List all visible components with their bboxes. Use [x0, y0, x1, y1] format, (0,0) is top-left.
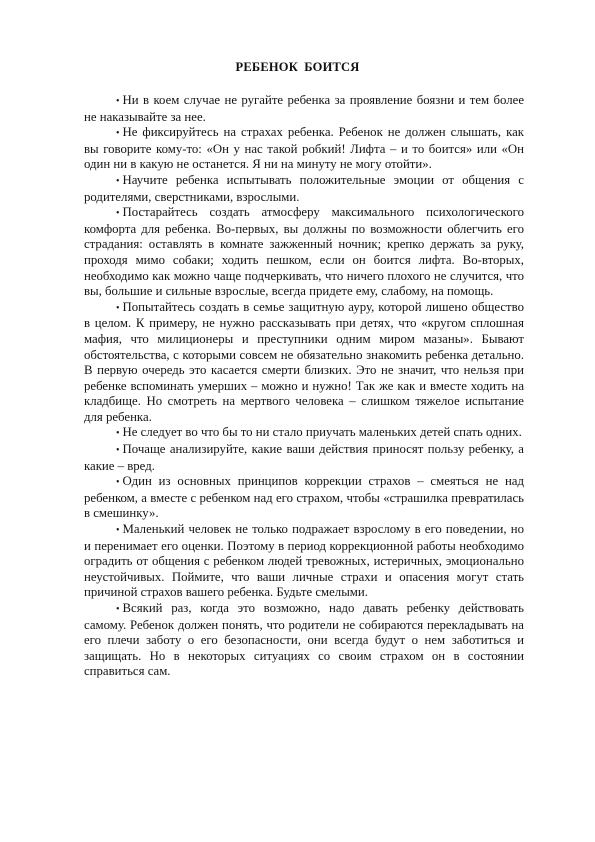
paragraph-text: Почаще анализируйте, какие ваши действия приносят пользу ребенку, а какие – вред. — [84, 442, 524, 473]
bullet-icon: • — [116, 208, 120, 220]
paragraph-text: Научите ребенка испытывать положительные эмоции от общения с родителями, сверстниками, взрослыми. — [84, 172, 524, 204]
bullet-icon: • — [116, 428, 120, 440]
paragraph — [84, 93, 524, 125]
bullet-icon: • — [116, 604, 120, 615]
paragraph-text: Постарайтесь создать атмосферу максимального психологического комфорта для ребенка. Во-первых, вы должны по возможности облегчить его страдания: оставлять в комнате зажженный ночник; крепко держать за руку, проходя мимо собаки; ходить пешком, если он боится лифта. Во-вторых, необходимо как можно чаще подчеркивать, что ничего плохого не случится, что вы, большие и сильные взрослые, всегда придете ему, слабому, на помощь. — [84, 205, 524, 299]
bullet-icon: • — [116, 525, 120, 537]
bullet-icon: • — [116, 302, 120, 314]
paragraph — [84, 425, 524, 442]
paragraph — [84, 205, 524, 300]
paragraph — [84, 442, 524, 474]
paragraph — [84, 601, 524, 680]
paragraph-text: Попытайтесь создать в семье защитную ауру, которой лишено общество в целом. К примеру, не нужно рассказывать при детях, что «кругом сплошная мафия, что милиционеры и преступники одним миром мазаны». Бывают обстоятельства, с которыми совсем не обязательно знакомить ребенка детально. В первую очередь это касается смерти близких. Это не значит, что нельзя при ребенке вспоминать умерших – можно и нужно! Так же как и вместе ходить на кладбище. Но смотреть на мертвого человека – слишком тяжелое испытание для ребенка. — [84, 299, 524, 424]
bullet-icon: • — [116, 128, 120, 140]
paragraph — [84, 522, 524, 601]
bullet-icon: • — [116, 96, 120, 107]
paragraph-text: Всякий раз, когда это возможно, надо давать ребенку действовать самому. Ребенок должен понять, что родители не собираются перекладывать на его плечи заботу о его безопасности, они всегда будут о нем заботиться и защищать. Но в некоторых ситуациях со своим страхом он в состоянии справиться сам. — [84, 601, 524, 679]
paragraph — [84, 300, 524, 426]
paragraph-text: Не фиксируйтесь на страхах ребенка. Ребенок не должен слышать, как вы говорите кому-то: «Он у нас такой робкий! Лифта – и то боится» или «Он один ни в какую не останется. Я ни на минуту не могу отойти». — [84, 125, 524, 172]
paragraph — [84, 173, 524, 205]
paragraph-text: Не следует во что бы то ни стало приучать маленьких детей спать одних. — [122, 425, 522, 440]
paragraph — [84, 474, 524, 522]
document-body — [84, 93, 524, 680]
bullet-icon: • — [116, 175, 120, 187]
document-title: РЕБЕНОК БОИТСЯ — [235, 60, 360, 74]
bullet-icon: • — [116, 477, 120, 489]
bullet-icon: • — [116, 445, 120, 457]
paragraph-text: Маленький человек не только подражает взрослому в его поведении, но и перенимает его оценки. Поэтому в период коррекционной работы необходимо оградить от общения с ребенком людей тревожных, истеричных, эмоционально неустойчивых. Поймите, что ваши личные страхи и опасения могут стать причиной страхов вашего ребенка. Будьте смелыми. — [84, 522, 524, 600]
paragraph-text: Ни в коем случае не ругайте ребенка за проявление боязни и тем более не наказывайте за нее. — [84, 93, 524, 124]
paragraph — [84, 125, 524, 173]
paragraph-text: Один из основных принципов коррекции страхов – смеяться не над ребенком, а вместе с ребенком над его страхом, чтобы «страшилка превратилась в смешинку». — [84, 474, 524, 521]
